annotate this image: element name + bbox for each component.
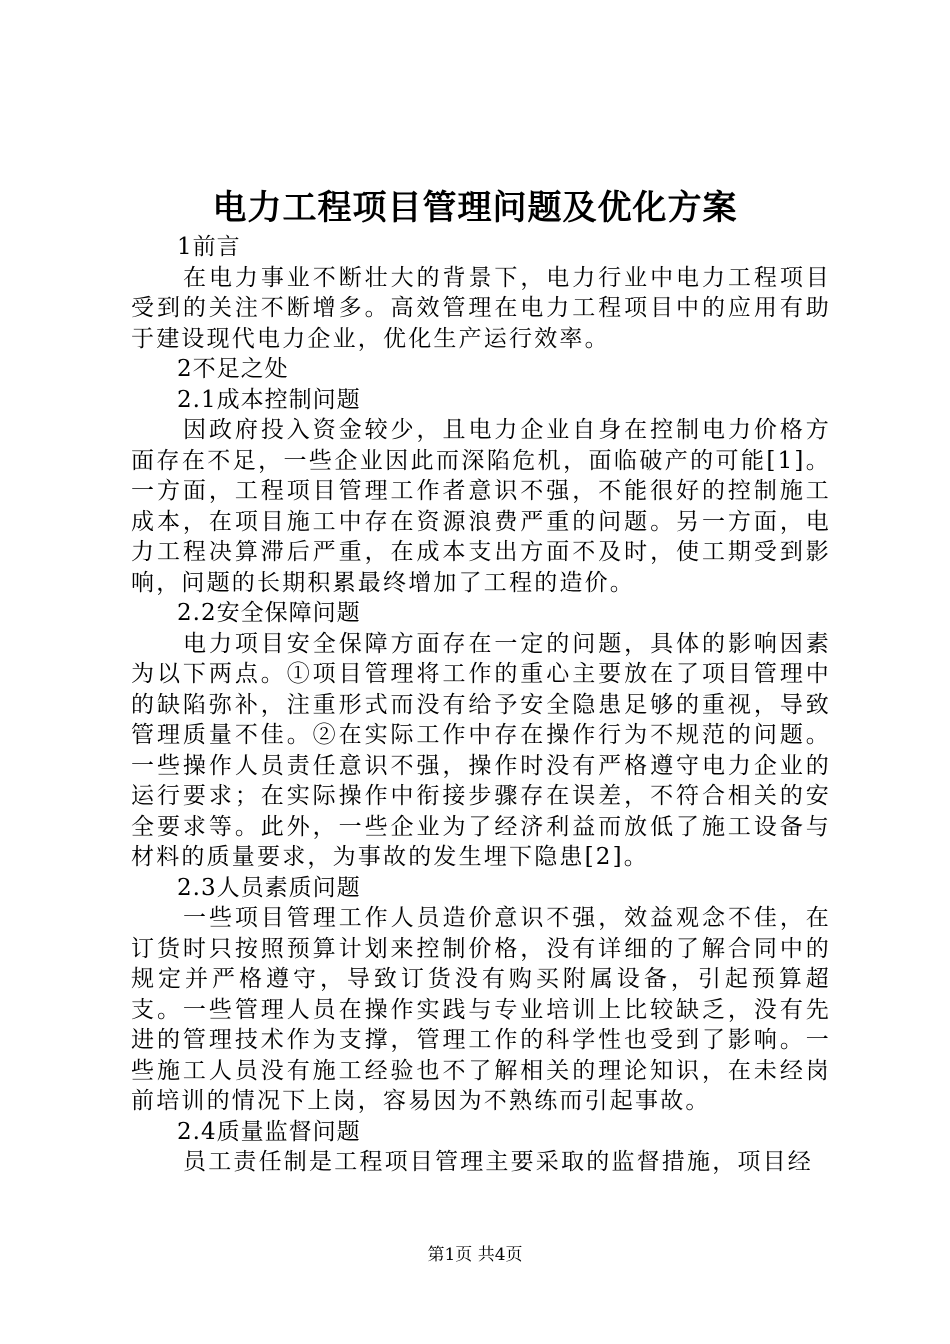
paragraph: 一些项目管理工作人员造价意识不强，效益观念不佳，在订货时只按照预算计划来控制价格，没有详细的了解合同中的规定并严格遵守，导致订货没有购买附属设备，引起预算超支。一些管理人员在操作实践与专业培训上比较缺乏，没有先进的管理技术作为支撑，管理工作的科学性也受到了影响。一些施工人员没有施工经验也不了解相关的理论知识，在未经岗前培训的情况下上岗，容易因为不熟练而引起事故。 xyxy=(131,905,831,1114)
subsection-heading: 2.2安全保障问题 xyxy=(177,600,361,626)
subsection-heading: 2.3人员素质问题 xyxy=(177,874,361,901)
paragraph: 在电力事业不断壮大的背景下，电力行业中电力工程项目受到的关注不断增多。高效管理在电力工程项目中的应用有助于建设现代电力企业，优化生产运行效率。 xyxy=(131,264,831,352)
paragraph: 因政府投入资金较少，且电力企业自身在控制电力价格方面存在不足，一些企业因此而深陷危机，面临破产的可能[1]。一方面，工程项目管理工作者意识不强，不能很好的控制施工成本，在项目施工中存在资源浪费严重的问题。另一方面，电力工程决算滞后严重，在成本支出方面不及时，使工期受到影响，问题的长期积累最终增加了工程的造价。 xyxy=(131,417,831,596)
document-body xyxy=(131,232,831,1178)
page-footer: 第1页 共4页 xyxy=(427,1245,523,1265)
section-heading: 2不足之处 xyxy=(177,356,289,382)
document-title: 电力工程项目管理问题及优化方案 xyxy=(212,188,738,228)
subsection-heading: 2.4质量监督问题 xyxy=(177,1118,361,1145)
paragraph: 员工责任制是工程项目管理主要采取的监督措施，项目经 xyxy=(183,1149,813,1175)
paragraph: 电力项目安全保障方面存在一定的问题，具体的影响因素为以下两点。①项目管理将工作的重心主要放在了项目管理中的缺陷弥补，注重形式而没有给予安全隐患足够的重视，导致管理质量不佳。②在实际工作中存在操作行为不规范的问题。一些操作人员责任意识不强，操作时没有严格遵守电力企业的运行要求；在实际操作中衔接步骤存在误差，不符合相关的安全要求等。此外，一些企业为了经济利益而放低了施工设备与材料的质量要求，为事故的发生埋下隐患[2]。 xyxy=(131,630,831,870)
section-heading: 1前言 xyxy=(177,234,241,260)
subsection-heading: 2.1成本控制问题 xyxy=(177,386,361,413)
